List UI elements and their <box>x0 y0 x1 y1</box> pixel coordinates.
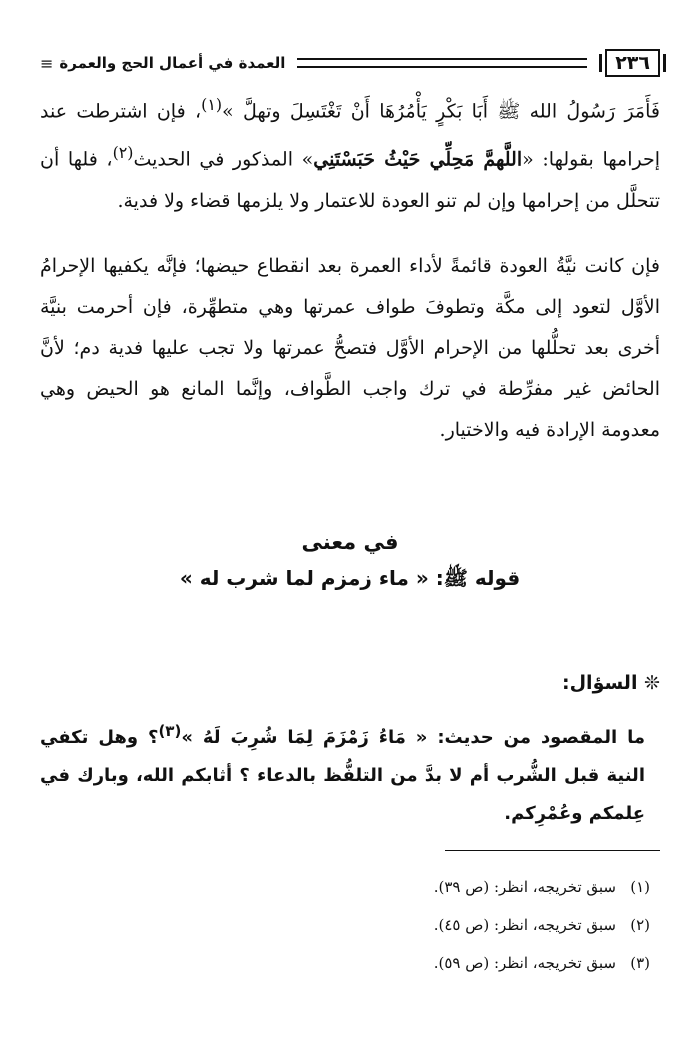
footnote-text: سبق تخريجه، انظر: (ص ٣٩). <box>433 878 616 896</box>
running-header <box>40 46 660 80</box>
question-text <box>40 712 645 833</box>
paragraph-2: فإن كانت نيَّةُ العودة قائمةً لأداء العمرة بعد انقطاع حيضها؛ فإنَّه يكفيها الإحرامُ الأوَّل لتعود إلى مكَّة وتطوفَ طواف عمرتها وهي متطهِّرة، فإن أحرمت بنيَّة أخرى بعد تحلُّلها من الإحرام الأوَّل فتصحُّ عمرتها ولا تجب عليها فدية دم؛ لأنَّ الحائض غير مفرِّطة في ترك واجب الطَّواف، وإنَّما المانع هو الحيض وهي معدومة الإرادة فيه والاختيار. <box>40 255 660 441</box>
section-heading-line-1: في معنى <box>301 530 399 554</box>
footnote-item <box>434 906 650 944</box>
footnote-number: (٣) <box>630 954 650 972</box>
header-ornament-icon: ≡ <box>40 53 54 73</box>
paragraph-1-text-c: » المذكور في الحديث <box>133 148 314 171</box>
question-text-b: ؟ وهل تكفي النية قبل الشُّرب أم لا بدَّ من التلفُّظ بالدعاء ؟ أثابكم الله، وبارك في عِلمكم وعُمْرِكم. <box>40 727 645 824</box>
section-heading-line-2: قوله ﷺ: « ماء زمزم لما شرب له » <box>179 566 521 590</box>
paragraph-1-text-d: ، فلها أن تتحلَّل من إحرامها وإن لم تنو العودة للاعتمار ولا يلزمها قضاء ولا فدية. <box>40 148 660 212</box>
footnote-item <box>434 868 650 906</box>
footnote-text: سبق تخريجه، انظر: (ص ٥٩). <box>433 954 616 972</box>
footnote-ref-2: (٢) <box>112 143 134 163</box>
footnote-ref-3: (٣) <box>158 722 182 740</box>
page-number: ٢٣٦ <box>605 49 660 77</box>
header-title: العمدة في أعمال الحج والعمرة <box>59 54 286 72</box>
footnotes <box>434 868 650 982</box>
footnote-number: (٢) <box>630 916 650 934</box>
paragraph-1 <box>40 84 660 222</box>
prayer-quote: اللَّهمَّ مَحِلِّي حَيْثُ حَبَسْتَنِي <box>313 148 523 171</box>
question-text-a: ما المقصود من حديث: « مَاءُ زَمْزَمَ لِمَا شُرِبَ لَهُ » <box>181 727 645 748</box>
question-label: ❊ السؤال: <box>561 672 660 694</box>
paragraph-1-text-a: فَأَمَرَ رَسُولُ الله ﷺ أَبَا بَكْرٍ يَأْمُرُهَا أَنْ تَغْتَسِلَ وتهلَّ » <box>222 100 660 123</box>
footnote-number: (١) <box>630 878 650 896</box>
header-rule <box>297 58 587 68</box>
footnote-ref-1: (١) <box>201 95 223 114</box>
footnote-item <box>434 944 650 982</box>
footnote-text: سبق تخريجه، انظر: (ص ٤٥). <box>433 916 616 934</box>
paragraph-1-text-b: ، فإن اشترطت عند إحرامها بقولها: « <box>40 100 660 171</box>
